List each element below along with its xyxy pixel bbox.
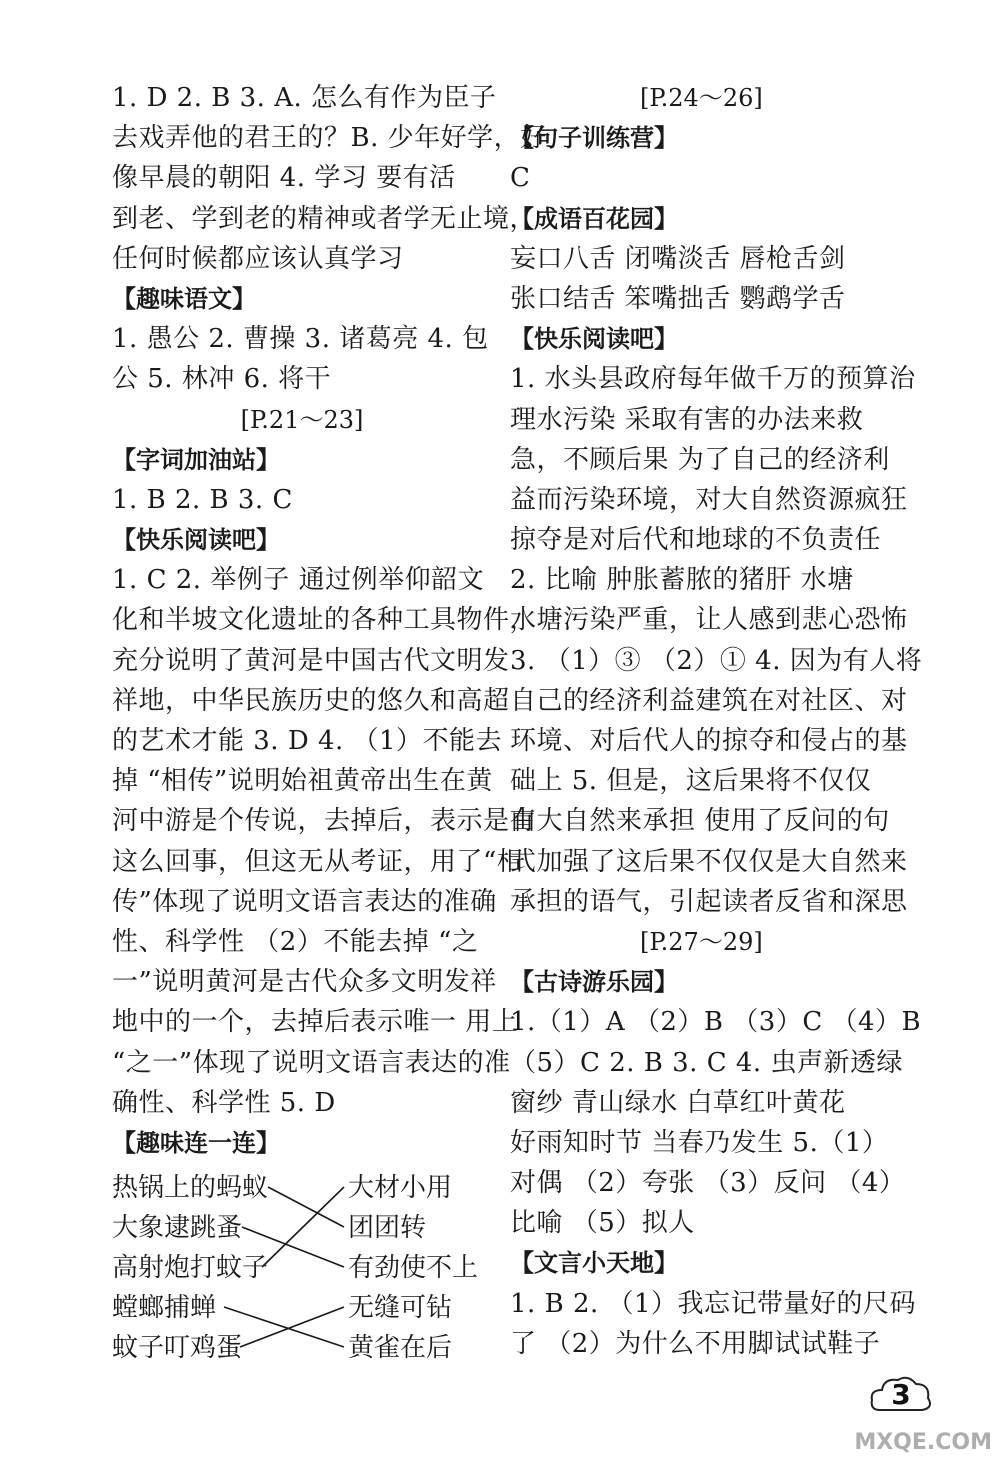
text-line: 环境、对后代人的掠夺和侵占的基 xyxy=(510,726,908,756)
section-heading-idiom-garden: 【成语百花园】 xyxy=(510,204,678,233)
text-line: （5）C 2. B 3. C 4. 虫声新透绿 xyxy=(510,1047,903,1078)
text-line: 传”体现了说明文语言表达的准确 xyxy=(112,886,497,917)
text-line: 任何时候都应该认真学习 xyxy=(112,243,404,274)
intro-block xyxy=(112,78,547,279)
text-line: 急，不顾后果 为了自己的经济利 xyxy=(510,444,890,475)
section-heading-fun-chinese: 【趣味语文】 xyxy=(112,284,256,313)
match-right-item: 有劲使不上 xyxy=(348,1253,479,1284)
text-line: 理水污染 采取有害的办法来救 xyxy=(510,404,864,435)
text-line: 3. （1）③ （2）① 4. 因为有人将 xyxy=(510,645,923,676)
text-line: 1. 愚公 2. 曹操 3. 诸葛亮 4. 包 xyxy=(112,324,489,355)
text-line: 比喻 （5）拟人 xyxy=(510,1208,695,1239)
match-left-item: 蚊子叮鸡蛋 xyxy=(112,1333,243,1364)
page-range-label: [P.27～29] xyxy=(640,927,763,956)
section-heading-sentence-camp: 【句子训练营】 xyxy=(510,124,678,153)
section-heading-classical-chinese: 【文言小天地】 xyxy=(510,1249,678,1278)
section-heading-fun-match: 【趣味连一连】 xyxy=(112,1128,280,1157)
text-line: 式加强了这后果不仅仅是大自然来 xyxy=(510,846,908,877)
text-line: 1. C 2. 举例子 通过例举仰韶文 xyxy=(112,565,485,596)
text-line: 础上 5. 但是，这后果将不仅仅 xyxy=(510,766,872,797)
section-heading-word-station: 【字词加油站】 xyxy=(112,445,280,474)
text-line: 对偶 （2）夸张 （3）反问 （4） xyxy=(510,1168,906,1199)
text-line: 化和半坡文化遗址的各种工具物件， xyxy=(112,605,537,636)
text-line: 承担的语气，引起读者反省和深思 xyxy=(510,886,908,917)
text-line: 1.（1）A （2）B （3）C （4）B xyxy=(510,1007,922,1038)
text-line: 1. B 2. B 3. C xyxy=(112,484,293,515)
match-link-line xyxy=(268,1187,344,1227)
page-number-badge xyxy=(868,1372,934,1418)
text-line: 妄口八舌 闭嘴淡舌 唇枪舌剑 xyxy=(510,243,846,274)
text-line: C xyxy=(510,163,531,194)
page-range-label: [P.21～23] xyxy=(240,405,364,434)
text-line: 1. B 2. （1）我忘记带量好的尺码 xyxy=(510,1288,917,1319)
text-line: 去戏弄他的君王的？B. 少年好学，好 xyxy=(112,123,547,154)
text-line: 地中的一个，去掉后表示唯一 用上 xyxy=(112,1007,519,1038)
text-line: 像早晨的朝阳 4. 学习 要有活 xyxy=(112,163,456,194)
match-left-item: 热锅上的蚂蚁 xyxy=(112,1173,269,1204)
match-right-item: 黄雀在后 xyxy=(348,1333,453,1364)
text-line: 性、科学性 （2）不能去掉 “之 xyxy=(112,926,479,957)
text-line: 的艺术才能 3. D 4. （1）不能去 xyxy=(112,726,503,756)
text-line: 益而污染环境，对大自然资源疯狂 xyxy=(510,484,908,515)
text-line: 充分说明了黄河是中国古代文明发 xyxy=(112,645,510,676)
match-link-line xyxy=(262,1187,344,1267)
text-line: 掉 “相传”说明始祖黄帝出生在黄 xyxy=(112,766,493,797)
match-right-item: 大材小用 xyxy=(348,1173,453,1204)
match-right-item: 无缝可钻 xyxy=(348,1293,453,1324)
text-line: 这么回事，但这无从考证，用了“相 xyxy=(112,846,524,877)
text-line: 到老、学到老的精神或者学无止境， xyxy=(112,203,537,234)
match-left-item: 高射炮打蚊子 xyxy=(112,1253,269,1284)
text-line: 1. 水头县政府每年做千万的预算治 xyxy=(510,364,916,395)
text-line: 祥地，中华民族历史的悠久和高超 xyxy=(112,685,510,716)
left-column xyxy=(112,78,547,1364)
match-right-item: 团团转 xyxy=(348,1213,427,1244)
text-line: 掠夺是对后代和地球的不负责任 xyxy=(510,525,882,556)
text-line: 2. 比喻 肿胀蓄脓的猪肝 水塘 xyxy=(510,565,854,596)
page-number: 3 xyxy=(891,1378,911,1411)
text-line: 河中游是个传说，去掉后，表示是有 xyxy=(112,806,537,837)
text-line: “之一”体现了说明文语言表达的准 xyxy=(112,1047,511,1078)
text-line: 1. D 2. B 3. A. 怎么有作为臣子 xyxy=(112,83,497,113)
match-left-item: 螳螂捕蝉 xyxy=(112,1293,217,1324)
text-line: 一”说明黄河是古代众多文明发祥 xyxy=(112,967,497,998)
text-line: 自己的经济利益建筑在对社区、对 xyxy=(510,685,908,716)
text-line: 由大自然来承担 使用了反问的句 xyxy=(510,806,890,837)
section-heading-happy-reading: 【快乐阅读吧】 xyxy=(112,526,280,555)
section-heading-ancient-poetry: 【古诗游乐园】 xyxy=(510,968,678,997)
watermark-text: MXQE.COM xyxy=(854,1430,992,1455)
text-line: 窗纱 青山绿水 白草红叶黄花 xyxy=(510,1087,846,1118)
text-line: 确性、科学性 5. D xyxy=(112,1087,336,1118)
match-left-item: 大象逮跳蚤 xyxy=(112,1213,243,1244)
text-line: 好雨知时节 当春乃发生 5.（1） xyxy=(510,1127,889,1158)
matching-exercise xyxy=(112,1163,492,1364)
text-line: 张口结舌 笨嘴拙舌 鹦鹉学舌 xyxy=(510,283,846,314)
text-line: 水塘污染严重，让人感到悲心恐怖 xyxy=(510,605,908,636)
text-line: 公 5. 林冲 6. 将干 xyxy=(112,364,332,395)
text-line: 了 （2）为什么不用脚试试鞋子 xyxy=(510,1328,881,1359)
right-column xyxy=(510,78,923,1364)
section-heading-happy-reading: 【快乐阅读吧】 xyxy=(510,325,678,354)
page-range-label: [P.24～26] xyxy=(640,84,763,112)
